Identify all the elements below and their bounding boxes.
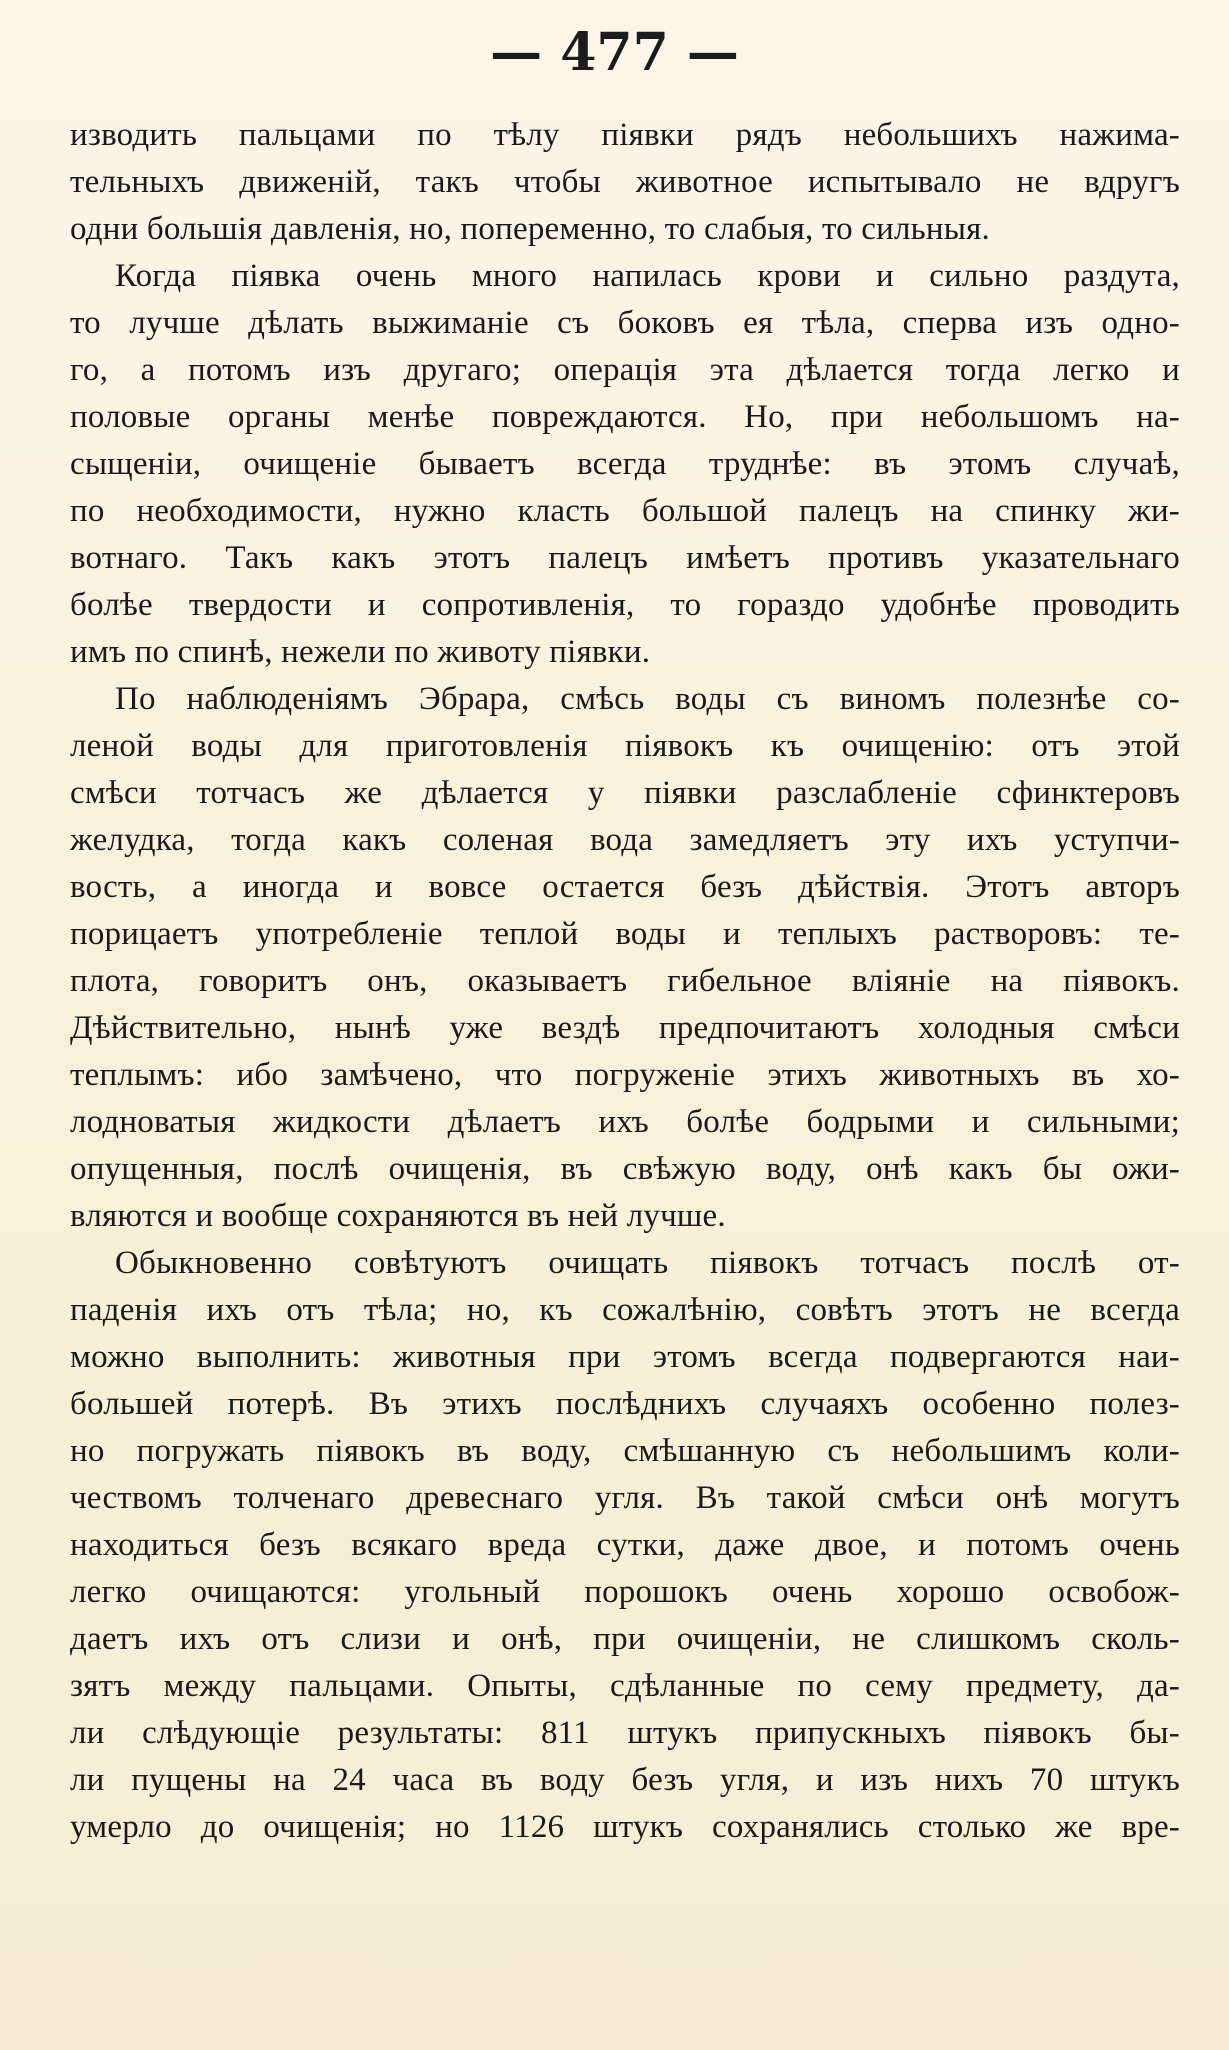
text-line: чествомъ толченаго древеснаго угля. Въ такой смѣси онѣ могутъ xyxy=(70,1480,1180,1516)
text-line: половые органы менѣе повреждаются. Но, при небольшомъ на- xyxy=(70,399,1180,435)
text-line: вость, а иногда и вовсе остается безъ дѣйствія. Этотъ авторъ xyxy=(70,869,1180,905)
page-number: — 477 — xyxy=(490,22,739,83)
text-line: вляются и вообще сохраняются въ ней лучше. xyxy=(70,1198,726,1234)
text-line: опущенныя, послѣ очищенія, въ свѣжую воду, онѣ какъ бы ожи- xyxy=(70,1151,1180,1187)
text-line: изводить пальцами по тѣлу піявки рядъ небольшихъ нажима- xyxy=(70,117,1180,153)
text-line: имъ по спинѣ, нежели по животу піявки. xyxy=(70,634,651,670)
text-line: тельныхъ движеній, такъ чтобы животное испытывало не вдругъ xyxy=(70,164,1180,200)
text-line: ли слѣдующіе результаты: 811 штукъ припускныхъ піявокъ бы- xyxy=(70,1715,1180,1751)
text-line: даетъ ихъ отъ слизи и онѣ, при очищеніи, не слишкомъ сколь- xyxy=(70,1621,1180,1657)
text-line: вотнаго. Такъ какъ этотъ палецъ имѣетъ противъ указательнаго xyxy=(70,540,1180,576)
text-line: сыщеніи, очищеніе бываетъ всегда труднѣе: въ этомъ случаѣ, xyxy=(70,446,1180,482)
text-line: большей потерѣ. Въ этихъ послѣднихъ случаяхъ особенно полез- xyxy=(70,1386,1180,1422)
text-line: паденія ихъ отъ тѣла; но, къ сожалѣнію, совѣтъ этотъ не всегда xyxy=(70,1292,1180,1328)
text-line: можно выполнить: животныя при этомъ всегда подвергаются наи- xyxy=(70,1339,1180,1375)
text-line: находиться безъ всякаго вреда сутки, даже двое, и потомъ очень xyxy=(70,1527,1180,1563)
text-line: смѣси тотчасъ же дѣлается у піявки разслабленіе сфинктеровъ xyxy=(70,775,1180,811)
text-line: плота, говоритъ онъ, оказываетъ гибельное вліяніе на піявокъ. xyxy=(70,963,1180,999)
text-line: одни большія давленія, но, попеременно, то слабыя, то сильныя. xyxy=(70,211,990,247)
paragraph-first-line: Обыкновенно совѣтуютъ очищать піявокъ тотчасъ послѣ от- xyxy=(115,1245,1180,1281)
text-line: го, а потомъ изъ другаго; операція эта дѣлается тогда легко и xyxy=(70,352,1180,388)
text-line: леной воды для приготовленія піявокъ къ очищенію: отъ этой xyxy=(70,728,1180,764)
text-line: желудка, тогда какъ соленая вода замедляетъ эту ихъ уступчи- xyxy=(70,822,1180,858)
text-line: порицаетъ употребленіе теплой воды и теплыхъ растворовъ: те- xyxy=(70,916,1180,952)
text-line: по необходимости, нужно класть большой палецъ на спинку жи- xyxy=(70,493,1180,529)
text-line: лодноватыя жидкости дѣлаетъ ихъ болѣе бодрыми и сильными; xyxy=(70,1104,1180,1140)
text-line: теплымъ: ибо замѣчено, что погруженіе этихъ животныхъ въ хо- xyxy=(70,1057,1180,1093)
text-line: то лучше дѣлать выжиманіе съ боковъ ея тѣла, сперва изъ одно- xyxy=(70,305,1180,341)
text-line: ли пущены на 24 часа въ воду безъ угля, и изъ нихъ 70 штукъ xyxy=(70,1762,1180,1798)
paragraph-first-line: По наблюденіямъ Эбрара, смѣсь воды съ виномъ полезнѣе со- xyxy=(115,681,1180,717)
text-line: болѣе твердости и сопротивленія, то гораздо удобнѣе проводить xyxy=(70,587,1180,623)
paragraph-first-line: Когда піявка очень много напилась крови и сильно раздута, xyxy=(115,258,1180,294)
text-line: Дѣйствительно, нынѣ уже вездѣ предпочитаютъ холодныя смѣси xyxy=(70,1010,1180,1046)
text-line: легко очищаются: угольный порошокъ очень хорошо освобож- xyxy=(70,1574,1180,1610)
text-line: умерло до очищенія; но 1126 штукъ сохранялись столько же вре- xyxy=(70,1809,1180,1845)
text-line: но погружать піявокъ въ воду, смѣшанную съ небольшимъ коли- xyxy=(70,1433,1180,1469)
text-line: зятъ между пальцами. Опыты, сдѣланные по сему предмету, да- xyxy=(70,1668,1180,1704)
body-text xyxy=(70,112,1180,1851)
